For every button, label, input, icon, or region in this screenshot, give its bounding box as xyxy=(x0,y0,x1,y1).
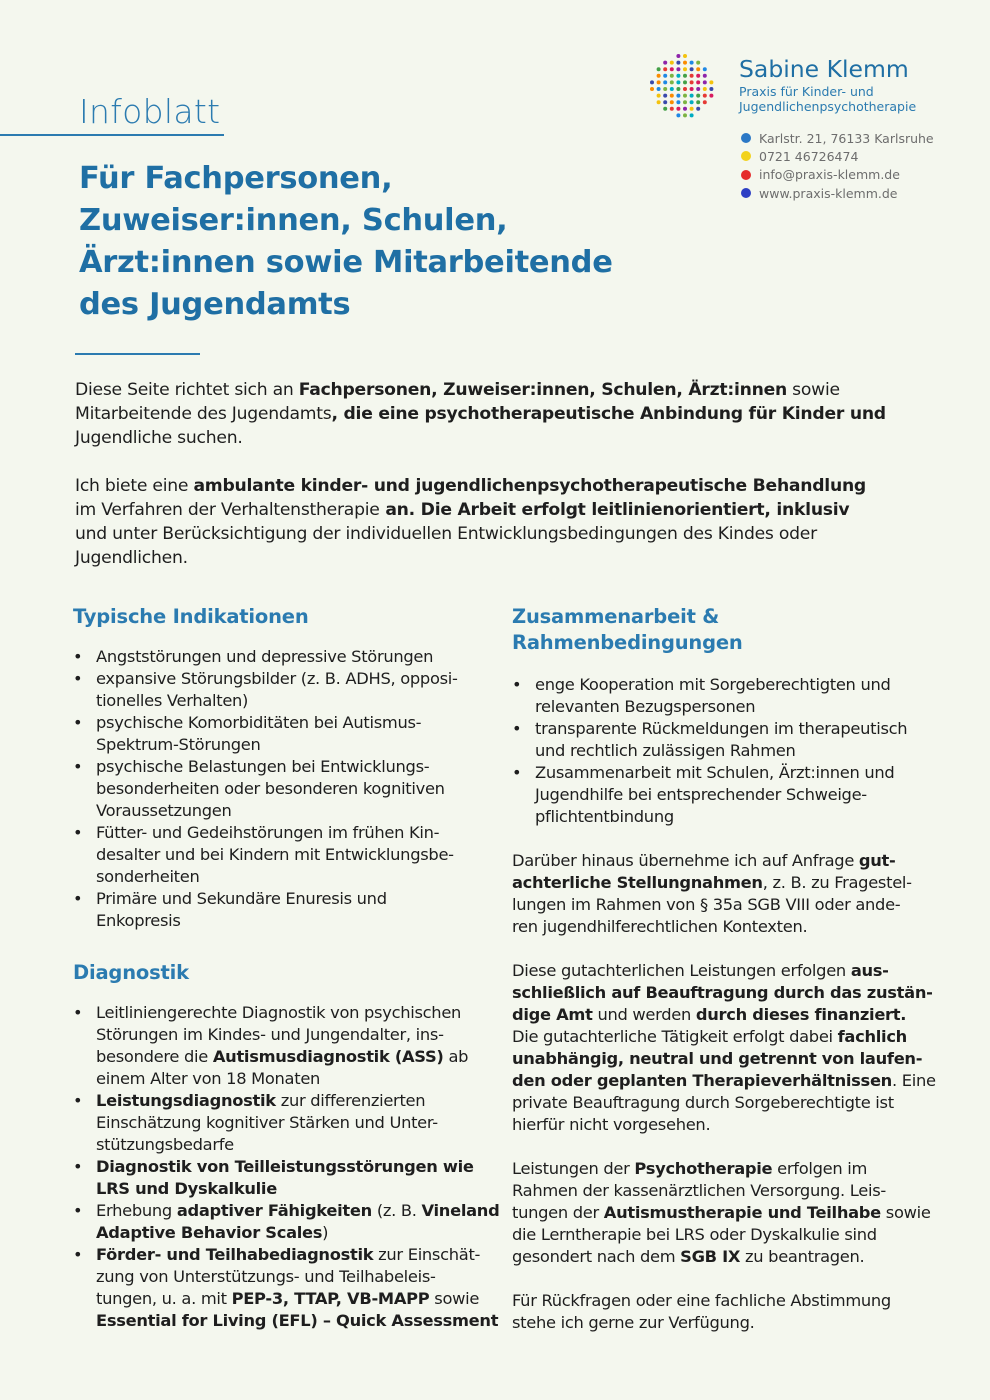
logo-dot xyxy=(703,87,707,91)
text-line: hierfür nicht vorgesehen. xyxy=(512,1115,711,1134)
text-line: Mitarbeitende des Jugendamts, die eine psychotherapeutische Anbindung für Kinder und xyxy=(75,404,886,424)
logo-dot xyxy=(683,100,687,104)
list-item xyxy=(73,756,493,822)
yellow-dot-icon xyxy=(741,151,751,161)
text-line: Darüber hinaus übernehme ich auf Anfrage gut- xyxy=(512,851,896,870)
logo-dot xyxy=(663,100,667,104)
logo-dot xyxy=(650,87,654,91)
logo-dot xyxy=(683,61,687,65)
logo-dot xyxy=(690,67,694,71)
logo-dot xyxy=(683,113,687,117)
text-line: ren jugendhilferechtlichen Kontexten. xyxy=(512,917,808,936)
contact-text: Karlstr. 21, 76133 Karlsruhe xyxy=(759,130,934,146)
list-item xyxy=(73,1200,500,1244)
text-line: gesondert nach dem SGB IX zu beantragen. xyxy=(512,1247,865,1266)
diagnostik-list xyxy=(73,1002,500,1332)
logo-dot xyxy=(657,80,661,84)
text-line: achterliche Stellungnahmen, z. B. zu Fragestel- xyxy=(512,873,912,892)
logo-dot xyxy=(696,94,700,98)
text-line: Die gutachterliche Tätigkeit erfolgt dabei fachlich xyxy=(512,1027,907,1046)
text-paragraph xyxy=(512,960,942,1136)
text-line: • Zusammenarbeit mit Schulen, Ärzt:innen und xyxy=(535,763,895,782)
text-line: die Lerntherapie bei LRS oder Dyskalkulie sind xyxy=(512,1225,877,1244)
text-line: sonderheiten xyxy=(96,867,200,886)
list-item xyxy=(73,646,493,668)
logo-dot xyxy=(657,87,661,91)
text-line: dige Amt und werden durch dieses finanziert. xyxy=(512,1005,907,1024)
text-line: Einschätzung kognitiver Stärken und Unter- xyxy=(96,1113,438,1132)
logo-dot xyxy=(676,100,680,104)
text-line: pflichtentbindung xyxy=(535,807,674,826)
logo-dot xyxy=(703,74,707,78)
text-line: im Verfahren der Verhaltenstherapie an. Die Arbeit erfolgt leitlinienorientiert, inklusiv xyxy=(75,500,850,520)
logo-dot xyxy=(703,67,707,71)
list-item xyxy=(73,712,493,756)
zusammenarbeit-paragraphs xyxy=(512,850,942,1334)
logo-dot xyxy=(690,61,694,65)
heading-indikationen: Typische Indikationen xyxy=(73,605,309,628)
text-line: unabhängig, neutral und getrennt von laufen- xyxy=(512,1049,923,1068)
logo-dot xyxy=(657,94,661,98)
contact-row xyxy=(741,166,934,184)
text-line: den oder geplanten Therapieverhältnissen. Eine xyxy=(512,1071,936,1090)
logo-dot xyxy=(683,67,687,71)
logo-dot xyxy=(676,54,680,58)
list-item xyxy=(73,822,493,888)
logo-dot xyxy=(670,80,674,84)
blue-dot-icon xyxy=(741,133,751,143)
logo-dot xyxy=(690,94,694,98)
logo-dot xyxy=(683,87,687,91)
logo-dot xyxy=(709,94,713,98)
text-line: • psychische Belastungen bei Entwicklungs- xyxy=(96,757,430,776)
text-line: relevanten Bezugspersonen xyxy=(535,697,756,716)
title-line: Zuweiser:innen, Schulen, xyxy=(79,203,508,238)
text-line: Adaptive Behavior Scales) xyxy=(96,1223,329,1242)
logo-dot xyxy=(690,80,694,84)
logo-dot xyxy=(683,107,687,111)
text-line: • enge Kooperation mit Sorgeberechtigten und xyxy=(535,675,891,694)
text-line: LRS und Dyskalkulie xyxy=(96,1179,277,1198)
text-line: Enkopresis xyxy=(96,911,181,930)
text-paragraph xyxy=(512,1158,942,1268)
logo-dot xyxy=(676,67,680,71)
text-line: besondere die Autismusdiagnostik (ASS) ab xyxy=(96,1047,469,1066)
list-item xyxy=(512,718,942,762)
darkblue-dot-icon xyxy=(741,188,751,198)
logo-dot xyxy=(670,67,674,71)
logo-dot xyxy=(690,113,694,117)
logo-dot xyxy=(663,80,667,84)
logo-dot xyxy=(676,74,680,78)
logo-dot xyxy=(683,80,687,84)
logo-dot xyxy=(696,87,700,91)
contact-list xyxy=(741,129,934,202)
logo-dot xyxy=(696,67,700,71)
logo-dot xyxy=(670,100,674,104)
logo-dot xyxy=(703,94,707,98)
logo-dot xyxy=(709,80,713,84)
contact-text: 0721 46726474 xyxy=(759,148,859,164)
text-paragraph xyxy=(512,850,942,938)
text-line: • Leitliniengerechte Diagnostik von psychischen xyxy=(96,1003,462,1022)
logo-dot xyxy=(676,94,680,98)
title-line: Ärzt:innen sowie Mitarbeitende xyxy=(79,245,613,280)
text-line: besonderheiten oder besonderen kognitiven xyxy=(96,779,445,798)
text-line: Störungen im Kindes- und Jungendalter, ins- xyxy=(96,1025,444,1044)
text-line: Für Rückfragen oder eine fachliche Abstimmung xyxy=(512,1291,891,1310)
logo-dot xyxy=(657,74,661,78)
logo-dot xyxy=(670,87,674,91)
title-line: Für Fachpersonen, xyxy=(79,161,393,196)
text-line: Diese gutachterlichen Leistungen erfolgen aus- xyxy=(512,961,889,980)
logo-dot xyxy=(683,74,687,78)
logo-dot xyxy=(676,107,680,111)
logo-dot xyxy=(676,61,680,65)
brand-name: Sabine Klemm xyxy=(739,55,909,83)
text-line: einem Alter von 18 Monaten xyxy=(96,1069,321,1088)
red-dot-icon xyxy=(741,170,751,180)
logo-dot xyxy=(696,74,700,78)
logo-dot xyxy=(690,74,694,78)
text-line: Essential for Living (EFL) – Quick Assessment xyxy=(96,1311,499,1330)
list-item xyxy=(73,668,493,712)
label-underline xyxy=(0,134,224,136)
logo-dot xyxy=(696,80,700,84)
text-line: und rechtlich zulässigen Rahmen xyxy=(535,741,796,760)
logo-dot xyxy=(650,80,654,84)
list-item xyxy=(73,1002,493,1090)
zusammenarbeit-list xyxy=(512,674,942,828)
heading-zusammenarbeit: Zusammenarbeit & Rahmenbedingungen xyxy=(512,605,743,654)
intro-paragraph-treatment xyxy=(75,474,935,570)
logo-dot xyxy=(703,100,707,104)
title-line: des Jugendamts xyxy=(79,287,351,322)
text-line: Voraussetzungen xyxy=(96,801,232,820)
text-line: Leistungen der Psychotherapie erfolgen im xyxy=(512,1159,868,1178)
list-item xyxy=(512,674,942,718)
text-line: tungen, u. a. mit PEP-3, TTAP, VB-MAPP sowie xyxy=(96,1289,480,1308)
text-line: stützungsbedarfe xyxy=(96,1135,234,1154)
contact-text: info@praxis-klemm.de xyxy=(759,167,900,183)
text-line: • transparente Rückmeldungen im therapeutisch xyxy=(535,719,908,738)
text-line: • Förder- und Teilhabediagnostik zur Einschät- xyxy=(96,1245,481,1264)
logo-dot xyxy=(663,74,667,78)
text-line: Jugendliche suchen. xyxy=(75,428,243,448)
text-line: tionelles Verhalten) xyxy=(96,691,249,710)
text-line: schließlich auf Beauftragung durch das zustän- xyxy=(512,983,933,1002)
text-line: • psychische Komorbiditäten bei Autismus- xyxy=(96,713,422,732)
logo-dot xyxy=(683,94,687,98)
logo-dot xyxy=(663,67,667,71)
title-divider xyxy=(75,353,200,355)
page-title xyxy=(79,158,679,326)
logo-dot xyxy=(663,94,667,98)
text-line: Jugendhilfe bei entsprechender Schweige- xyxy=(535,785,867,804)
text-line: stehe ich gerne zur Verfügung. xyxy=(512,1313,755,1332)
logo-dot xyxy=(676,80,680,84)
logo-dot xyxy=(676,87,680,91)
contact-row xyxy=(741,129,934,147)
logo-dot xyxy=(670,74,674,78)
text-line: private Beauftragung durch Sorgeberechtigte ist xyxy=(512,1093,894,1112)
logo-dot xyxy=(670,61,674,65)
indikationen-list xyxy=(73,646,493,932)
text-line: • Erhebung adaptiver Fähigkeiten (z. B. Vineland xyxy=(96,1201,500,1220)
text-line: Ich biete eine ambulante kinder- und jugendlichenpsychotherapeutische Behandlung xyxy=(75,476,866,496)
logo-dot xyxy=(663,107,667,111)
logo-dot xyxy=(683,54,687,58)
list-item xyxy=(512,762,942,828)
intro-paragraph-audience xyxy=(75,378,935,450)
text-line: • Primäre und Sekundäre Enuresis und xyxy=(96,889,387,908)
text-line: • expansive Störungsbilder (z. B. ADHS, opposi- xyxy=(96,669,458,688)
list-item xyxy=(73,888,493,932)
logo-dot xyxy=(709,87,713,91)
logo-dot xyxy=(657,67,661,71)
brand-subtitle: Praxis für Kinder- und Jugendlichenpsychotherapie xyxy=(739,84,917,114)
logo-dot xyxy=(690,87,694,91)
logo-dot xyxy=(670,107,674,111)
logo-dot xyxy=(663,61,667,65)
logo-dot xyxy=(696,107,700,111)
logo-dot xyxy=(696,100,700,104)
list-item xyxy=(73,1156,493,1200)
list-item xyxy=(73,1090,493,1156)
logo-dot xyxy=(670,94,674,98)
text-line: • Diagnostik von Teilleistungsstörungen wie xyxy=(96,1157,474,1176)
text-line: lungen im Rahmen von § 35a SGB VIII oder ande- xyxy=(512,895,901,914)
list-item xyxy=(73,1244,499,1332)
text-line: • Fütter- und Gedeihstörungen im frühen Kin- xyxy=(96,823,440,842)
practice-logo-icon xyxy=(648,52,716,120)
text-line: • Leistungsdiagnostik zur differenzierten xyxy=(96,1091,426,1110)
contact-text: www.praxis-klemm.de xyxy=(759,185,898,201)
heading-diagnostik: Diagnostik xyxy=(73,961,189,984)
text-line: zung von Unterstützungs- und Teilhabeleis- xyxy=(96,1267,436,1286)
text-line: Rahmen der kassenärztlichen Versorgung. Leis- xyxy=(512,1181,886,1200)
logo-dot xyxy=(696,61,700,65)
text-line: Jugendlichen. xyxy=(75,548,188,568)
text-line: desalter und bei Kindern mit Entwicklungsbe- xyxy=(96,845,454,864)
logo-dot xyxy=(690,100,694,104)
contact-row xyxy=(741,184,934,202)
text-line: • Angststörungen und depressive Störungen xyxy=(96,647,434,666)
text-line: Diese Seite richtet sich an Fachpersonen, Zuweiser:innen, Schulen, Ärzt:innen sowie xyxy=(75,380,840,400)
contact-row xyxy=(741,147,934,165)
logo-dot xyxy=(703,80,707,84)
logo-dot xyxy=(690,107,694,111)
text-paragraph xyxy=(512,1290,942,1334)
text-line: Spektrum-Störungen xyxy=(96,735,261,754)
logo-dot xyxy=(676,113,680,117)
logo-dot xyxy=(657,100,661,104)
text-line: tungen der Autismustherapie und Teilhabe sowie xyxy=(512,1203,931,1222)
text-line: und unter Berücksichtigung der individuellen Entwicklungsbedingungen des Kindes oder xyxy=(75,524,817,544)
document-label: Infoblatt xyxy=(79,92,221,131)
logo-dot xyxy=(663,87,667,91)
